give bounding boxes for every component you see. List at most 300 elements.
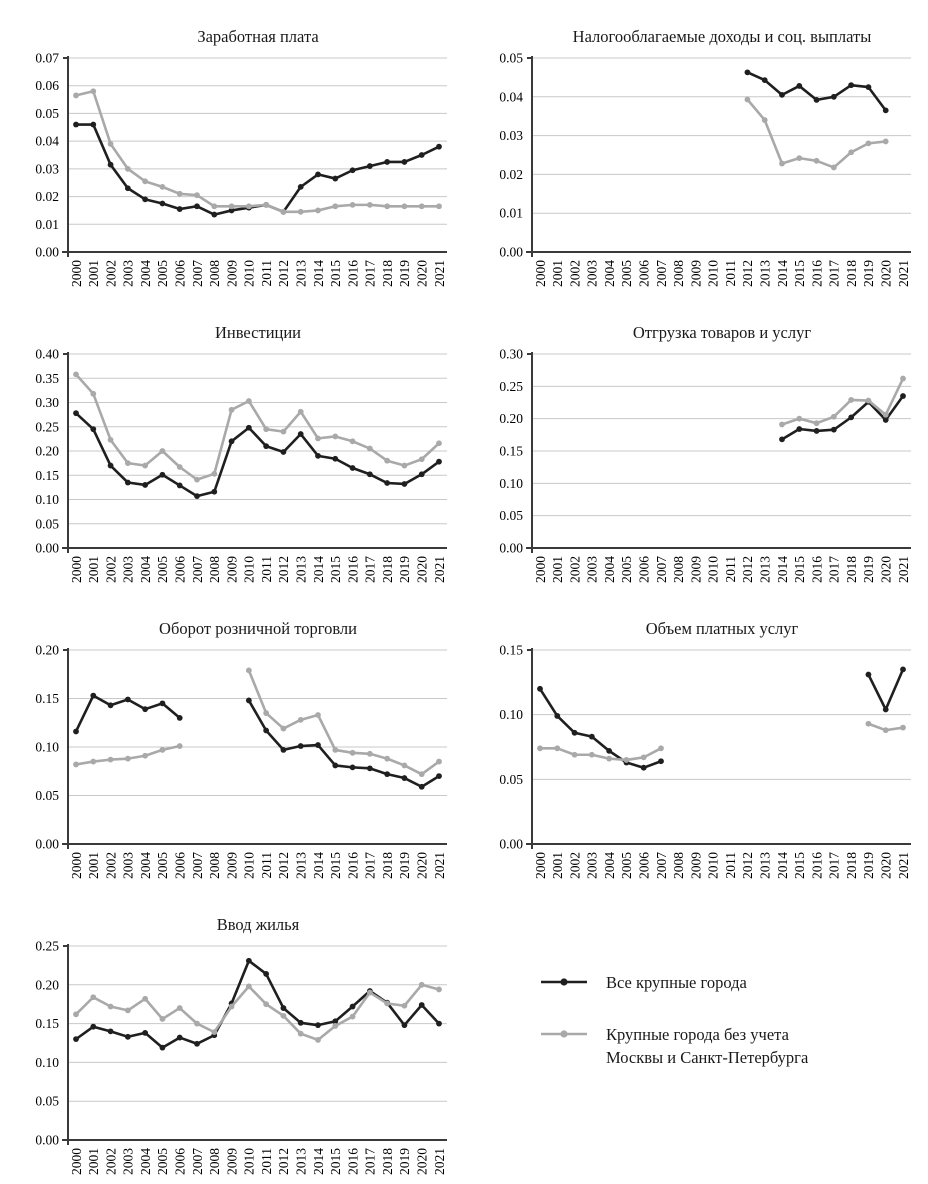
x-tick-label: 2001 xyxy=(86,556,102,583)
y-tick-label: 0.02 xyxy=(35,189,59,205)
data-point-marker xyxy=(831,427,837,433)
data-point-marker xyxy=(554,745,560,751)
x-tick-label: 2015 xyxy=(792,260,808,287)
chart-taxable-income xyxy=(464,0,928,296)
x-tick-label: 2015 xyxy=(328,556,344,583)
data-point-marker xyxy=(402,203,408,209)
data-point-marker xyxy=(298,184,304,190)
x-tick-label: 2012 xyxy=(740,556,756,583)
x-tick-label: 2012 xyxy=(740,260,756,287)
x-tick-label: 2008 xyxy=(671,556,687,583)
x-tick-label: 2006 xyxy=(172,260,188,287)
x-tick-label: 2018 xyxy=(843,260,859,287)
data-point-marker xyxy=(384,458,390,464)
data-point-marker xyxy=(779,436,785,442)
data-point-marker xyxy=(229,203,235,209)
data-point-marker xyxy=(73,410,79,416)
y-tick-label: 0.20 xyxy=(499,411,523,427)
data-point-marker xyxy=(281,747,287,753)
data-point-marker xyxy=(281,449,287,455)
x-tick-label: 2021 xyxy=(895,260,911,287)
data-point-marker xyxy=(796,426,802,432)
y-tick-label: 0.04 xyxy=(35,133,59,149)
data-point-marker xyxy=(384,203,390,209)
y-tick-label: 0.05 xyxy=(35,105,59,121)
data-point-marker xyxy=(831,94,837,100)
chart-wages xyxy=(0,0,464,296)
data-point-marker xyxy=(384,1001,390,1007)
data-point-marker xyxy=(160,1016,166,1022)
y-tick-label: 0.05 xyxy=(499,771,523,787)
x-tick-label: 2013 xyxy=(757,260,773,287)
x-tick-label: 2009 xyxy=(224,556,240,583)
data-point-marker xyxy=(90,693,96,699)
data-point-marker xyxy=(142,463,148,469)
legend-label: Крупные города без учета Москвы и Санкт-Петербурга xyxy=(606,1025,809,1067)
data-point-marker xyxy=(160,201,166,207)
y-tick-label: 0.25 xyxy=(35,938,59,954)
data-point-marker xyxy=(745,69,751,75)
data-point-marker xyxy=(142,1030,148,1036)
chart-legend xyxy=(464,888,928,1184)
x-tick-label: 2005 xyxy=(155,556,171,583)
data-point-marker xyxy=(229,438,235,444)
data-point-marker xyxy=(419,784,425,790)
data-point-marker xyxy=(315,172,321,178)
data-point-marker xyxy=(125,480,131,486)
data-point-marker xyxy=(350,438,356,444)
x-tick-label: 2019 xyxy=(861,260,877,287)
x-tick-label: 2013 xyxy=(293,556,309,583)
data-point-marker xyxy=(108,1004,114,1010)
data-point-marker xyxy=(73,122,79,128)
data-point-marker xyxy=(796,155,802,161)
data-point-marker xyxy=(883,707,889,713)
data-point-marker xyxy=(384,159,390,165)
x-tick-label: 2009 xyxy=(688,260,704,287)
data-point-marker xyxy=(160,1045,166,1051)
data-point-marker xyxy=(281,209,287,215)
plot-area xyxy=(499,51,911,288)
x-tick-label: 2017 xyxy=(826,260,842,287)
x-tick-label: 2016 xyxy=(809,852,825,879)
x-tick-label: 2014 xyxy=(774,852,790,879)
legend-marker-dot xyxy=(560,978,567,985)
y-tick-label: 0.01 xyxy=(499,205,523,221)
x-tick-label: 2008 xyxy=(207,260,223,287)
data-point-marker xyxy=(263,728,269,734)
data-point-marker xyxy=(211,203,217,209)
x-tick-label: 2005 xyxy=(155,852,171,879)
x-tick-label: 2009 xyxy=(224,260,240,287)
data-point-marker xyxy=(211,212,217,218)
chart-investments xyxy=(0,296,464,592)
data-point-marker xyxy=(779,422,785,428)
data-point-marker xyxy=(589,752,595,758)
data-point-marker xyxy=(762,77,768,83)
data-point-marker xyxy=(436,773,442,779)
taxable-income-chart-canvas xyxy=(464,0,928,296)
data-point-marker xyxy=(419,471,425,477)
data-point-marker xyxy=(177,715,183,721)
data-point-marker xyxy=(866,140,872,146)
x-tick-label: 2011 xyxy=(722,556,738,583)
data-point-marker xyxy=(350,764,356,770)
x-tick-label: 2008 xyxy=(207,556,223,583)
data-point-marker xyxy=(436,440,442,446)
data-point-marker xyxy=(298,409,304,415)
x-tick-label: 2013 xyxy=(293,852,309,879)
series-line xyxy=(868,669,903,709)
x-tick-label: 2000 xyxy=(532,260,548,287)
data-point-marker xyxy=(211,1029,217,1035)
data-point-marker xyxy=(73,729,79,735)
x-tick-label: 2011 xyxy=(258,1148,274,1175)
data-point-marker xyxy=(315,208,321,214)
chart-title: Ввод жилья xyxy=(216,915,300,934)
x-tick-label: 2020 xyxy=(878,852,894,879)
data-point-marker xyxy=(883,107,889,113)
x-tick-label: 2010 xyxy=(241,852,257,879)
x-tick-label: 2007 xyxy=(653,556,669,583)
shipments-chart-canvas xyxy=(464,296,928,592)
data-point-marker xyxy=(125,166,131,172)
data-point-marker xyxy=(194,1041,200,1047)
x-tick-label: 2015 xyxy=(328,1148,344,1175)
data-point-marker xyxy=(332,763,338,769)
data-point-marker xyxy=(194,192,200,198)
x-tick-label: 2005 xyxy=(619,556,635,583)
x-tick-label: 2012 xyxy=(276,1148,292,1175)
data-point-marker xyxy=(419,771,425,777)
y-tick-label: 0.00 xyxy=(35,1132,59,1148)
data-point-marker xyxy=(263,1001,269,1007)
data-point-marker xyxy=(142,706,148,712)
data-point-marker xyxy=(263,426,269,432)
x-tick-label: 2000 xyxy=(532,852,548,879)
y-tick-label: 0.00 xyxy=(35,836,59,852)
x-tick-label: 2004 xyxy=(601,260,617,287)
x-tick-label: 2007 xyxy=(189,260,205,287)
data-point-marker xyxy=(900,376,906,382)
data-point-marker xyxy=(762,117,768,123)
y-tick-label: 0.00 xyxy=(35,244,59,260)
y-tick-label: 0.30 xyxy=(35,395,59,410)
data-point-marker xyxy=(142,482,148,488)
x-tick-label: 2002 xyxy=(567,556,583,583)
plot-area xyxy=(499,347,911,584)
legend-label: Все крупные города xyxy=(606,973,747,992)
x-tick-label: 2011 xyxy=(258,556,274,583)
data-point-marker xyxy=(866,672,872,678)
data-point-marker xyxy=(142,196,148,202)
data-point-marker xyxy=(883,139,889,145)
x-tick-label: 2016 xyxy=(809,556,825,583)
x-tick-label: 2003 xyxy=(120,260,136,287)
x-tick-label: 2018 xyxy=(843,556,859,583)
data-point-marker xyxy=(332,203,338,209)
data-point-marker xyxy=(402,775,408,781)
x-tick-label: 2006 xyxy=(172,1148,188,1175)
data-point-marker xyxy=(796,416,802,422)
y-tick-label: 0.10 xyxy=(35,739,59,755)
x-tick-label: 2016 xyxy=(345,852,361,879)
x-tick-label: 2017 xyxy=(362,556,378,583)
x-tick-label: 2020 xyxy=(414,852,430,879)
data-point-marker xyxy=(900,667,906,673)
data-point-marker xyxy=(298,717,304,723)
data-point-marker xyxy=(402,481,408,487)
data-point-marker xyxy=(177,483,183,489)
data-point-marker xyxy=(367,163,373,169)
data-point-marker xyxy=(367,751,373,757)
data-point-marker xyxy=(315,1037,321,1043)
x-tick-label: 2004 xyxy=(137,1148,153,1175)
y-tick-label: 0.15 xyxy=(35,1016,59,1032)
housing-chart-canvas xyxy=(0,888,464,1184)
data-point-marker xyxy=(402,763,408,769)
data-point-marker xyxy=(263,443,269,449)
x-tick-label: 2019 xyxy=(397,556,413,583)
x-tick-label: 2012 xyxy=(276,852,292,879)
data-point-marker xyxy=(263,971,269,977)
series-line xyxy=(747,100,885,168)
data-point-marker xyxy=(298,1020,304,1026)
x-tick-label: 2014 xyxy=(310,556,326,583)
x-tick-label: 2003 xyxy=(584,556,600,583)
chart-shipments xyxy=(464,296,928,592)
data-point-marker xyxy=(194,203,200,209)
x-tick-label: 2016 xyxy=(345,1148,361,1175)
x-tick-label: 2015 xyxy=(328,852,344,879)
data-point-marker xyxy=(402,159,408,165)
x-tick-label: 2007 xyxy=(189,556,205,583)
x-tick-label: 2019 xyxy=(397,1148,413,1175)
data-point-marker xyxy=(606,748,612,754)
x-tick-label: 2005 xyxy=(155,260,171,287)
x-tick-label: 2020 xyxy=(414,260,430,287)
x-tick-label: 2006 xyxy=(636,852,652,879)
data-point-marker xyxy=(108,141,114,147)
x-tick-label: 2000 xyxy=(68,260,84,287)
y-tick-label: 0.05 xyxy=(35,1093,59,1109)
data-point-marker xyxy=(315,1022,321,1028)
data-point-marker xyxy=(211,471,217,477)
y-tick-label: 0.00 xyxy=(499,244,523,260)
y-tick-label: 0.35 xyxy=(35,370,59,386)
data-point-marker xyxy=(436,1021,442,1027)
x-tick-label: 2002 xyxy=(103,260,119,287)
data-point-marker xyxy=(436,144,442,150)
x-tick-label: 2014 xyxy=(310,852,326,879)
y-tick-label: 0.20 xyxy=(35,443,59,459)
x-tick-label: 2008 xyxy=(207,1148,223,1175)
data-point-marker xyxy=(624,757,630,763)
data-point-marker xyxy=(436,987,442,993)
data-point-marker xyxy=(814,428,820,434)
data-point-marker xyxy=(436,459,442,465)
chart-paid-services xyxy=(464,592,928,888)
data-point-marker xyxy=(883,412,889,418)
data-point-marker xyxy=(332,1023,338,1029)
data-point-marker xyxy=(350,167,356,173)
x-tick-label: 2003 xyxy=(120,556,136,583)
x-tick-label: 2013 xyxy=(293,1148,309,1175)
data-point-marker xyxy=(315,712,321,718)
data-point-marker xyxy=(125,185,131,191)
x-tick-label: 2009 xyxy=(224,852,240,879)
data-point-marker xyxy=(194,493,200,499)
y-tick-label: 0.15 xyxy=(499,642,523,658)
data-point-marker xyxy=(108,1028,114,1034)
plot-area xyxy=(35,347,447,584)
x-tick-label: 2007 xyxy=(189,852,205,879)
x-tick-label: 2009 xyxy=(688,852,704,879)
x-tick-label: 2010 xyxy=(705,852,721,879)
x-tick-label: 2016 xyxy=(345,556,361,583)
x-tick-label: 2021 xyxy=(431,852,447,879)
x-tick-label: 2004 xyxy=(137,556,153,583)
y-tick-label: 0.30 xyxy=(499,346,523,362)
data-point-marker xyxy=(177,464,183,470)
x-tick-label: 2010 xyxy=(705,260,721,287)
plot-area xyxy=(499,643,911,880)
x-tick-label: 2004 xyxy=(601,852,617,879)
data-point-marker xyxy=(229,1004,235,1010)
data-point-marker xyxy=(73,93,79,99)
data-point-marker xyxy=(900,393,906,399)
data-point-marker xyxy=(90,759,96,765)
data-point-marker xyxy=(350,750,356,756)
data-point-marker xyxy=(177,191,183,197)
x-tick-label: 2016 xyxy=(809,260,825,287)
x-tick-label: 2005 xyxy=(155,1148,171,1175)
x-tick-label: 2009 xyxy=(688,556,704,583)
x-tick-label: 2015 xyxy=(792,556,808,583)
plot-area xyxy=(35,939,447,1176)
x-tick-label: 2004 xyxy=(137,260,153,287)
x-tick-label: 2017 xyxy=(826,852,842,879)
investments-chart-canvas xyxy=(0,296,464,592)
data-point-marker xyxy=(177,1005,183,1011)
x-tick-label: 2007 xyxy=(189,1148,205,1175)
data-point-marker xyxy=(367,471,373,477)
legend-item-cities-excl-moscow-spb xyxy=(540,1024,918,1069)
data-point-marker xyxy=(350,1004,356,1010)
x-tick-label: 2017 xyxy=(826,556,842,583)
data-point-marker xyxy=(73,1011,79,1017)
data-point-marker xyxy=(402,463,408,469)
y-tick-label: 0.25 xyxy=(499,378,523,394)
x-tick-label: 2008 xyxy=(671,260,687,287)
data-point-marker xyxy=(367,765,373,771)
data-point-marker xyxy=(848,82,854,88)
data-point-marker xyxy=(367,446,373,452)
y-tick-label: 0.10 xyxy=(499,475,523,491)
data-point-marker xyxy=(332,456,338,462)
y-tick-label: 0.10 xyxy=(499,707,523,723)
y-tick-label: 0.10 xyxy=(35,492,59,507)
data-point-marker xyxy=(384,771,390,777)
x-tick-label: 2008 xyxy=(207,852,223,879)
series-line xyxy=(249,670,439,774)
x-tick-label: 2012 xyxy=(276,260,292,287)
x-tick-label: 2007 xyxy=(653,260,669,287)
data-point-marker xyxy=(160,184,166,190)
x-tick-label: 2021 xyxy=(895,556,911,583)
x-tick-label: 2001 xyxy=(86,1148,102,1175)
data-point-marker xyxy=(90,122,96,128)
series-line xyxy=(249,700,439,786)
wages-chart-canvas xyxy=(0,0,464,296)
x-tick-label: 2020 xyxy=(878,260,894,287)
x-tick-label: 2021 xyxy=(431,1148,447,1175)
data-point-marker xyxy=(866,84,872,90)
data-point-marker xyxy=(641,754,647,760)
x-tick-label: 2002 xyxy=(103,852,119,879)
data-point-marker xyxy=(866,721,872,727)
x-tick-label: 2017 xyxy=(362,260,378,287)
data-point-marker xyxy=(419,456,425,462)
data-point-marker xyxy=(745,97,751,103)
data-point-marker xyxy=(436,759,442,765)
data-point-marker xyxy=(263,710,269,716)
data-point-marker xyxy=(419,982,425,988)
chart-title: Заработная плата xyxy=(197,27,319,46)
x-tick-label: 2018 xyxy=(379,1148,395,1175)
data-point-marker xyxy=(848,149,854,155)
data-point-marker xyxy=(246,398,252,404)
data-point-marker xyxy=(177,206,183,212)
y-tick-label: 0.01 xyxy=(35,216,59,232)
data-point-marker xyxy=(554,713,560,719)
data-point-marker xyxy=(572,730,578,736)
x-tick-label: 2011 xyxy=(258,260,274,287)
retail-trade-chart-canvas xyxy=(0,592,464,888)
y-tick-label: 0.03 xyxy=(35,161,59,177)
y-tick-label: 0.07 xyxy=(35,50,59,66)
x-tick-label: 2010 xyxy=(241,556,257,583)
data-point-marker xyxy=(177,1035,183,1041)
data-point-marker xyxy=(367,990,373,996)
x-tick-label: 2013 xyxy=(757,556,773,583)
paid-services-chart-canvas xyxy=(464,592,928,888)
x-tick-label: 2000 xyxy=(68,556,84,583)
data-point-marker xyxy=(848,397,854,403)
data-point-marker xyxy=(73,762,79,768)
data-point-marker xyxy=(142,178,148,184)
data-point-marker xyxy=(779,161,785,167)
data-point-marker xyxy=(229,407,235,413)
x-tick-label: 2002 xyxy=(567,852,583,879)
x-tick-label: 2020 xyxy=(414,1148,430,1175)
data-point-marker xyxy=(108,437,114,443)
data-point-marker xyxy=(194,1021,200,1027)
data-point-marker xyxy=(350,465,356,471)
y-tick-label: 0.25 xyxy=(35,419,59,435)
data-point-marker xyxy=(108,757,114,763)
x-tick-label: 2013 xyxy=(757,852,773,879)
x-tick-label: 2017 xyxy=(362,1148,378,1175)
series-line xyxy=(76,91,439,212)
y-tick-label: 0.05 xyxy=(35,788,59,803)
data-point-marker xyxy=(384,480,390,486)
data-point-marker xyxy=(142,753,148,759)
data-point-marker xyxy=(246,958,252,964)
x-tick-label: 2018 xyxy=(379,852,395,879)
chart-title: Отгрузка товаров и услуг xyxy=(632,323,812,342)
data-point-marker xyxy=(281,429,287,435)
